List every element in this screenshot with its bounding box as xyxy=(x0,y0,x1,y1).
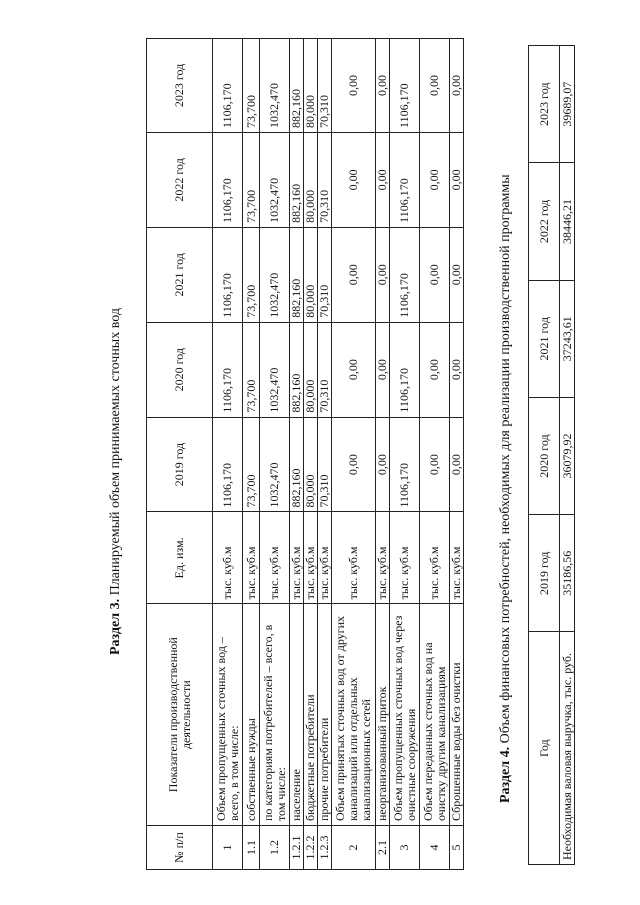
value-cell: 1106,170 xyxy=(390,39,420,133)
table-row xyxy=(260,39,290,870)
row-number: 4 xyxy=(420,826,450,870)
table-row xyxy=(560,46,575,865)
value-cell: 1032,470 xyxy=(260,39,290,133)
header-cell: 2019 год xyxy=(147,417,213,512)
value-cell: 1106,170 xyxy=(390,227,420,322)
table-row xyxy=(290,39,304,870)
value-cell: 0,00 xyxy=(376,227,390,322)
header-cell: 2022 год xyxy=(147,132,213,227)
value-cell: 35186,56 xyxy=(560,515,575,632)
unit-cell: тыс. куб.м xyxy=(243,512,260,604)
row-number: 1.2.1 xyxy=(290,826,304,870)
value-cell: 0,00 xyxy=(376,322,390,417)
row-number: 1 xyxy=(213,826,243,870)
row-label: по категориям потребителей – всего, в том числе: xyxy=(260,604,290,826)
value-cell: 73,700 xyxy=(243,227,260,322)
value-cell: 0,00 xyxy=(420,39,450,133)
header-cell: 2021 год xyxy=(529,280,560,397)
section3-heading xyxy=(108,308,124,655)
row-label: неорганизованный приток xyxy=(376,604,390,826)
value-cell: 70,310 xyxy=(318,39,332,133)
value-cell: 70,310 xyxy=(318,227,332,322)
header-cell: 2019 год xyxy=(529,515,560,632)
wastewater-volume-table xyxy=(146,38,464,870)
value-cell: 38446,21 xyxy=(560,163,575,280)
value-cell: 0,00 xyxy=(420,227,450,322)
unit-cell: тыс. куб.м xyxy=(260,512,290,604)
financial-needs-table xyxy=(528,45,575,865)
value-cell: 39689,07 xyxy=(560,46,575,163)
unit-cell: тыс. куб.м xyxy=(304,512,318,604)
value-cell: 1106,170 xyxy=(213,322,243,417)
unit-cell: тыс. куб.м xyxy=(213,512,243,604)
value-cell: 0,00 xyxy=(450,322,464,417)
table-header-row xyxy=(147,39,213,870)
value-cell: 0,00 xyxy=(332,132,376,227)
value-cell: 0,00 xyxy=(332,227,376,322)
section4-heading-text: Объем финансовых потребностей, необходимых для реализации производственной программы xyxy=(498,174,513,747)
value-cell: 0,00 xyxy=(420,322,450,417)
value-cell: 882,160 xyxy=(290,132,304,227)
row-label: Объем принятых сточных вод от других канализаций или отдельных канализационных сетей xyxy=(332,604,376,826)
value-cell: 0,00 xyxy=(420,132,450,227)
value-cell: 0,00 xyxy=(450,417,464,512)
row-label: прочие потребители xyxy=(318,604,332,826)
value-cell: 80,000 xyxy=(304,227,318,322)
value-cell: 73,700 xyxy=(243,39,260,133)
value-cell: 882,160 xyxy=(290,39,304,133)
value-cell: 73,700 xyxy=(243,132,260,227)
value-cell: 80,000 xyxy=(304,39,318,133)
row-label: Объем пропущенных сточных вод через очистные сооружения xyxy=(390,604,420,826)
table-row xyxy=(376,39,390,870)
header-cell: 2023 год xyxy=(147,39,213,133)
section4-heading-number: Раздел 4. xyxy=(498,746,513,803)
row-number: 2 xyxy=(332,826,376,870)
header-cell: Год xyxy=(529,632,560,865)
row-label: собственные нужды xyxy=(243,604,260,826)
row-number: 1.2 xyxy=(260,826,290,870)
row-number: 1.2.3 xyxy=(318,826,332,870)
value-cell: 1106,170 xyxy=(390,417,420,512)
header-cell: 2021 год xyxy=(147,227,213,322)
value-cell: 0,00 xyxy=(332,417,376,512)
value-cell: 0,00 xyxy=(376,417,390,512)
value-cell: 1032,470 xyxy=(260,132,290,227)
row-number: 1.2.2 xyxy=(304,826,318,870)
value-cell: 0,00 xyxy=(332,39,376,133)
table-row xyxy=(450,39,464,870)
value-cell: 0,00 xyxy=(450,227,464,322)
value-cell: 1106,170 xyxy=(213,227,243,322)
value-cell: 882,160 xyxy=(290,227,304,322)
header-cell: 2020 год xyxy=(147,322,213,417)
value-cell: 37243,61 xyxy=(560,280,575,397)
value-cell: 0,00 xyxy=(450,132,464,227)
value-cell: 882,160 xyxy=(290,417,304,512)
value-cell: 0,00 xyxy=(420,417,450,512)
value-cell: 1106,170 xyxy=(213,132,243,227)
row-label: Объем переданных сточных вод на очистку другим канализациям xyxy=(420,604,450,826)
unit-cell: тыс. куб.м xyxy=(390,512,420,604)
value-cell: 70,310 xyxy=(318,322,332,417)
table-row xyxy=(318,39,332,870)
header-cell: Ед. изм. xyxy=(147,512,213,604)
unit-cell: тыс. куб.м xyxy=(318,512,332,604)
table-row xyxy=(332,39,376,870)
row-label: бюджетные потребители xyxy=(304,604,318,826)
unit-cell: тыс. куб.м xyxy=(376,512,390,604)
value-cell: 0,00 xyxy=(332,322,376,417)
table-row xyxy=(304,39,318,870)
header-cell: № п/п xyxy=(147,826,213,870)
table-row xyxy=(420,39,450,870)
row-label: Объем пропущенных сточных вод – всего, в том числе: xyxy=(213,604,243,826)
unit-cell: тыс. куб.м xyxy=(420,512,450,604)
value-cell: 1032,470 xyxy=(260,417,290,512)
value-cell: 1106,170 xyxy=(390,322,420,417)
value-cell: 80,000 xyxy=(304,417,318,512)
header-cell: 2020 год xyxy=(529,397,560,514)
value-cell: 70,310 xyxy=(318,132,332,227)
value-cell: 882,160 xyxy=(290,322,304,417)
value-cell: 73,700 xyxy=(243,417,260,512)
value-cell: 1032,470 xyxy=(260,227,290,322)
unit-cell: тыс. куб.м xyxy=(332,512,376,604)
section3-heading-number: Раздел 3. xyxy=(108,598,123,655)
value-cell: 80,000 xyxy=(304,322,318,417)
table-row xyxy=(390,39,420,870)
unit-cell: тыс. куб.м xyxy=(450,512,464,604)
section3-heading-text: Планируемый объем принимаемых сточных вод xyxy=(108,308,123,599)
value-cell: 1106,170 xyxy=(390,132,420,227)
value-cell: 0,00 xyxy=(376,39,390,133)
row-number: 5 xyxy=(450,826,464,870)
value-cell: 0,00 xyxy=(450,39,464,133)
row-label: Необходимая валовая выручка, тыс. руб. xyxy=(560,632,575,865)
table-header-row xyxy=(529,46,560,865)
value-cell: 70,310 xyxy=(318,417,332,512)
value-cell: 0,00 xyxy=(376,132,390,227)
row-label: Сброшенные воды без очистки xyxy=(450,604,464,826)
row-number: 1.1 xyxy=(243,826,260,870)
row-label: население xyxy=(290,604,304,826)
value-cell: 1106,170 xyxy=(213,39,243,133)
value-cell: 73,700 xyxy=(243,322,260,417)
value-cell: 1106,170 xyxy=(213,417,243,512)
value-cell: 1032,470 xyxy=(260,322,290,417)
row-number: 3 xyxy=(390,826,420,870)
unit-cell: тыс. куб.м xyxy=(290,512,304,604)
table-row xyxy=(243,39,260,870)
table-row xyxy=(213,39,243,870)
section4-heading xyxy=(498,174,514,803)
value-cell: 36079,92 xyxy=(560,397,575,514)
header-cell: 2023 год xyxy=(529,46,560,163)
header-cell: Показатели производственной деятельности xyxy=(147,604,213,826)
value-cell: 80,000 xyxy=(304,132,318,227)
header-cell: 2022 год xyxy=(529,163,560,280)
row-number: 2.1 xyxy=(376,826,390,870)
